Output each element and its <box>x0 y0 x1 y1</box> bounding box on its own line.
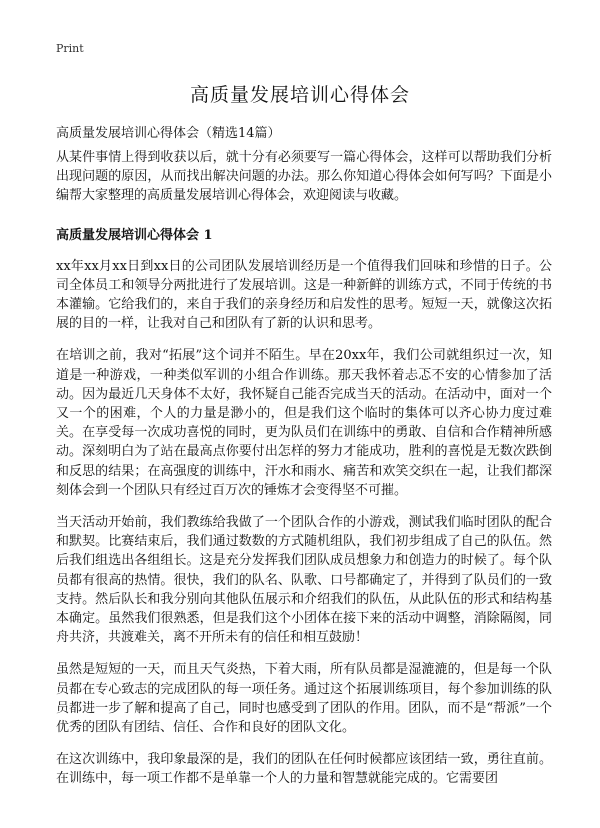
body-paragraph-3: 当天活动开始前，我们教练给我做了一个团队合作的小游戏，测试我们临时团队的配合和默契。比赛结束后，我们通过数数的方式随机组队，我们初步组成了自己的队伍。然后我们组选出各组组长。这是充分发挥我们团队成员想象力和创造力的时候了。每个队员都有很高的热情。很快，我们的队名、队歌、口号都确定了，并得到了队员们的一致支持。然后队长和我分别向其他队伍展示和介绍我们的队伍，从此队伍的形式和结构基本确定。虽然我们很熟悉，但是我们这个小团体在接下来的活动中调整，消除隔阂，同舟共济，共渡难关，离不开所未有的信任和相互鼓励！ <box>56 515 552 646</box>
print-label[interactable]: Print <box>56 42 84 55</box>
body-paragraph-4: 虽然是短短的一天，而且天气炎热，下着大雨，所有队员都是湿漉漉的，但是每一个队员都在专心致志的完成团队的每一项任务。通过这个拓展训练项目，每个参加训练的队员都进一步了解和提高了自己，同时也感受到了团队的作用。团队，而不是“帮派”一个优秀的团队有团结、信任、合作和良好的团队文化。 <box>56 662 552 736</box>
body-paragraph-1: xx年xx月xx日到xx日的公司团队发展培训经历是一个值得我们回味和珍惜的日子。公司全体员工和领导分两批进行了发展培训。这是一种新鲜的训练方式，不同于传统的书本灌输。它给我们的，来自于我们的亲身经历和启发性的思考。短短一天，就像这次拓展的目的一样，让我对自己和团队有了新的认识和思考。 <box>56 258 552 332</box>
document-subtitle: 高质量发展培训心得体会（精选14篇） <box>56 126 281 141</box>
body-paragraph-2: 在培训之前，我对“拓展”这个词并不陌生。早在20xx年，我们公司就组织过一次，知道是一种游戏，一种类似军训的小组合作训练。那天我怀着忐忑不安的心情参加了活动。因为最近几天身体不太好，我怀疑自己能否完成当天的活动。在活动中，面对一个又一个的困难，个人的力量是渺小的，但是我们这个临时的集体可以齐心协力度过难关。在享受每一次成功喜悦的同时，更为队员们在训练中的勇敢、自信和合作精神所感动。深刻明白为了站在最高点你要付出怎样的努力才能成功，胜利的喜悦是无数次跌倒和反思的结果；在高强度的训练中，汗水和雨水、痛苦和欢笑交织在一起，让我们都深刻体会到一个团队只有经过百万次的锤炼才会变得坚不可摧。 <box>56 348 552 498</box>
section-heading: 高质量发展培训心得体会 1 <box>56 227 213 243</box>
intro-paragraph: 从某件事情上得到收获以后，就十分有必须要写一篇心得体会，这样可以帮助我们分析出现问题的原因，从而找出解决问题的办法。那么你知道心得体会如何写吗？下面是小编帮大家整理的高质量发展培训心得体会，欢迎阅读与收藏。 <box>56 150 552 204</box>
document-title: 高质量发展培训心得体会 <box>189 84 410 106</box>
body-paragraph-5: 在这次训练中，我印象最深的是，我们的团队在任何时候都应该团结一致，勇往直前。在训练中，每一项工作都不是单靠一个人的力量和智慧就能完成的。它需要团 <box>56 752 552 787</box>
document-body <box>56 148 552 802</box>
